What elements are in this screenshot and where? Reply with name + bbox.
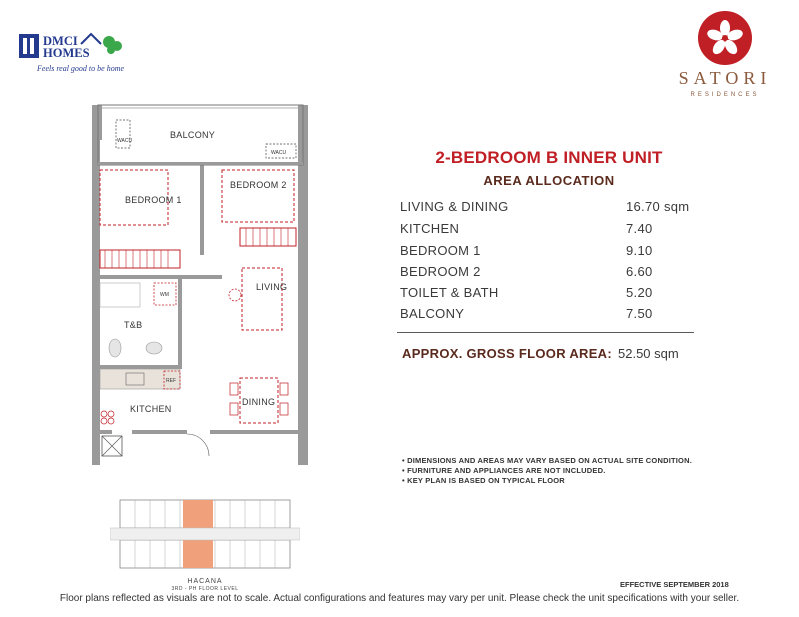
note-item: • FURNITURE AND APPLIANCES ARE NOT INCLUDED. xyxy=(402,466,606,475)
unit-title: 2-BEDROOM B INNER UNIT xyxy=(435,148,663,167)
keyplan-subtitle: 3RD - PH FLOOR LEVEL xyxy=(171,586,239,592)
wacu-left-label: WACU xyxy=(117,138,133,144)
dmci-wordmark xyxy=(43,35,90,59)
area-value: 7.50 xyxy=(626,306,653,321)
gross-floor-area-value: 52.50 sqm xyxy=(618,346,679,361)
satori-residences-logo xyxy=(670,8,780,103)
gross-floor-area-label: APPROX. GROSS FLOOR AREA: xyxy=(402,346,612,361)
area-row xyxy=(400,285,690,305)
area-label: TOILET & BATH xyxy=(400,285,499,300)
area-label: BEDROOM 2 xyxy=(400,264,481,279)
ref-label: REF xyxy=(166,378,176,384)
area-label: BALCONY xyxy=(400,306,465,321)
note-item: • DIMENSIONS AND AREAS MAY VARY BASED ON ACTUAL SITE CONDITION. xyxy=(402,456,692,465)
dining-label: DINING xyxy=(242,397,276,407)
bedroom2-label: BEDROOM 2 xyxy=(230,180,287,190)
dmci-line1: DMCI xyxy=(43,34,78,48)
area-value: 6.60 xyxy=(626,264,653,279)
area-label: BEDROOM 1 xyxy=(400,243,481,258)
area-row xyxy=(400,199,690,219)
dmci-homes-logo xyxy=(17,26,137,76)
bedroom1-label: BEDROOM 1 xyxy=(125,195,182,205)
wacu-right-label: WACU xyxy=(271,150,287,156)
footer-disclaimer: Floor plans reflected as visuals are not to scale. Actual configurations and features may vary per unit. Please check the unit specifications with your seller. xyxy=(59,593,740,604)
satori-flower-icon xyxy=(670,8,780,68)
area-divider xyxy=(397,332,694,333)
dmci-tagline: Feels real good to be home xyxy=(37,64,125,73)
tb-label: T&B xyxy=(124,320,143,330)
area-label: LIVING & DINING xyxy=(400,199,509,214)
area-value: 5.20 xyxy=(626,285,653,300)
living-label: LIVING xyxy=(256,282,288,292)
keyplan-title: HACANA xyxy=(187,578,223,585)
note-item: • KEY PLAN IS BASED ON TYPICAL FLOOR xyxy=(402,476,565,485)
effective-date: EFFECTIVE SEPTEMBER 2018 xyxy=(620,580,729,589)
area-row xyxy=(400,264,690,284)
floor-plan xyxy=(70,100,340,475)
area-label: KITCHEN xyxy=(400,221,460,236)
wm-label: WM xyxy=(160,292,169,298)
key-plan xyxy=(110,490,300,580)
kitchen-label: KITCHEN xyxy=(130,404,172,414)
satori-subtitle: RESIDENCES xyxy=(690,92,760,98)
area-value: 9.10 xyxy=(626,243,653,258)
area-allocation-heading: AREA ALLOCATION xyxy=(483,173,615,188)
area-row xyxy=(400,243,690,263)
area-value: 7.40 xyxy=(626,221,653,236)
satori-wordmark: SATORI xyxy=(678,68,772,88)
area-value: 16.70 sqm xyxy=(626,199,690,214)
balcony-label: BALCONY xyxy=(170,130,216,140)
area-row xyxy=(400,221,690,241)
area-row xyxy=(400,306,690,326)
dmci-line2: HOMES xyxy=(43,46,90,60)
